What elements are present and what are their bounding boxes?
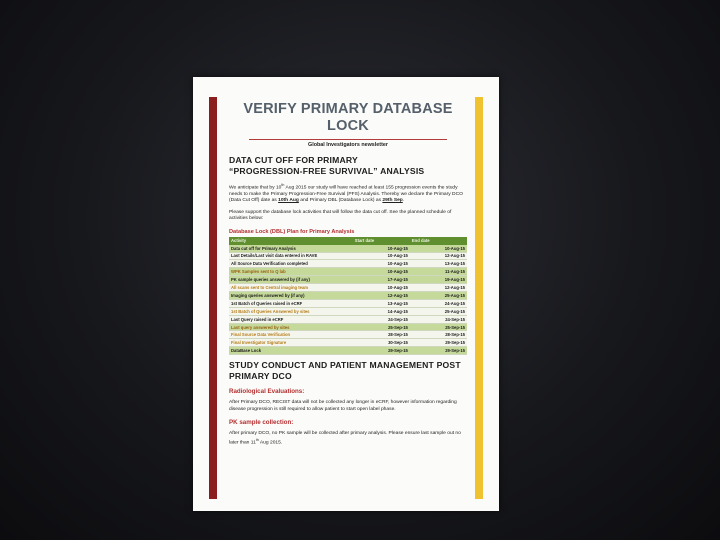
pk-sample-paragraph: After primary DCO, no PK sample will be collected after primary analysis. Please ensure last sample out no later than 11th Aug 2015. [229,430,461,446]
page-title: VERIFY PRIMARY DATABASE LOCK [243,101,453,134]
dbl-plan-table [229,237,467,355]
table-row: Final Investigator Signature 30-Sep-15 29-Sep-15 [231,340,465,346]
page-content [229,101,467,447]
table-header-row [229,237,467,245]
table-row: All Source Data Verification completed 10-Aug-15 13-Aug-15 [231,261,465,267]
table-row: Imaging queries answered by (if any) 12-Aug-15 25-Aug-15 [231,292,465,298]
radiological-paragraph: After Primary DCO, RECIST data will not be collected any longer in eCRF, however information regarding disease progression is still required to allow patient to start open label phase. [229,400,457,412]
table-row: Last query answered by sites 25-Sep-15 25-Sep-15 [231,324,465,330]
section-heading-study-conduct: STUDY CONDUCT AND PATIENT MANAGEMENT POST PRIMARY DCO [229,360,461,382]
table-row: 1st Batch of Queries raised in eCRF 13-Aug-15 24-Aug-15 [231,300,465,306]
title-divider [249,139,447,140]
subheading-pk-sample: PK sample collection: [229,418,294,426]
column-header-end: End date [410,237,467,245]
subheading-radiological: Radiological Evaluations: [229,388,305,396]
table-row: DataBase Lock 29-Sep-15 29-Sep-15 [231,348,465,354]
column-header-start: Start date [353,237,410,245]
section-heading-dco: DATA CUT OFF FOR PRIMARY “PROGRESSION-FREE SURVIVAL” ANALYSIS [229,155,425,176]
column-header-activity: Activity [229,237,353,245]
newsletter-label: Global Investigators newsletter [308,142,388,148]
table-row: All scans sent to Central imaging team 10-Aug-15 12-Aug-15 [231,285,465,291]
left-accent-bar [209,97,217,499]
table-row: Final Source Data Verification 28-Sep-15 28-Sep-15 [231,332,465,338]
table-row: Data cut off for Primary Analysis 10-Aug-15 10-Aug-15 [231,245,465,251]
table-row: PK sample queries answered by (if any) 17-Aug-15 19-Aug-15 [231,277,465,283]
table-row: 1st Batch of Queries Answered by sites 14-Aug-15 25-Aug-15 [231,308,465,314]
table-row: WPK Samples sent to Q lab 10-Aug-15 11-Aug-15 [231,269,465,275]
right-accent-bar [475,97,483,499]
dco-paragraph: We anticipate that by 10th Aug 2015 our study will have reached at least 155 progression events the study needs to make the Primary Progression-Free Survival (PFS) Analysis. Thereby we declare the Primary DCO (Data Cut Off) date as 10th Aug and Primary DBL (Database Lock) as 29th Sep. [229,183,463,204]
table-row: Last Details/Last visit data entered in RAVE 10-Aug-15 12-Aug-15 [231,253,465,259]
table-row: Last Query raised in eCRF 24-Sep-15 24-Sep-15 [231,316,465,322]
support-paragraph: Please support the database lock activities that will follow the data cut off. See the planned schedule of activities below: [229,209,452,222]
dbl-plan-title: Database Lock (DBL) Plan for Primary Analysis [229,228,355,235]
newsletter-page [193,77,499,511]
